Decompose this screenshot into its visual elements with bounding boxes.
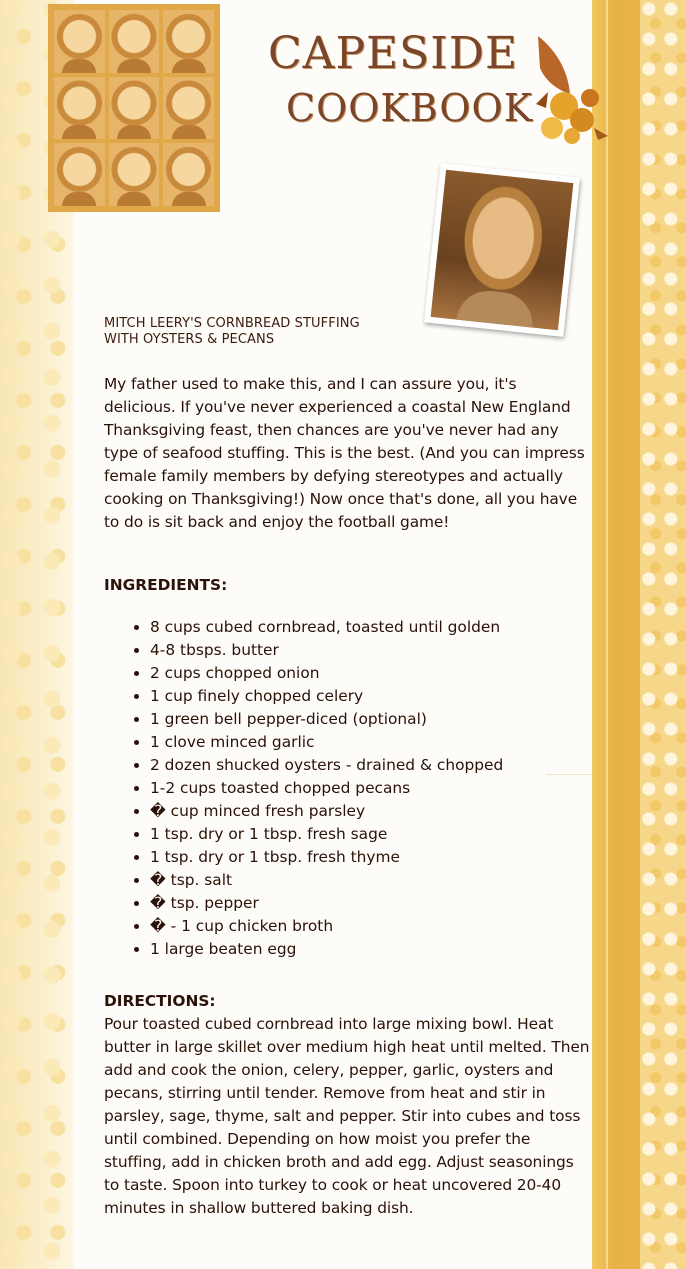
mitch-portrait-photo <box>424 163 580 337</box>
capeside-cookbook-logo <box>268 28 598 148</box>
logo-line-2: COOKBOOK <box>286 86 534 130</box>
list-item: • 1 cup finely chopped celery <box>150 685 636 708</box>
recipe-title <box>104 316 424 348</box>
list-item: • 8 cups cubed cornbread, toasted until golden <box>150 616 636 639</box>
list-item: • 2 cups chopped onion <box>150 662 636 685</box>
cast-photo-grid <box>48 4 220 212</box>
cast-photo <box>54 10 105 73</box>
recipe-title-line-1: MITCH LEERY'S CORNBREAD STUFFING <box>104 316 360 331</box>
cast-photo <box>163 77 214 140</box>
list-item: • 1 clove minced garlic <box>150 731 636 754</box>
logo-line-1: CAPESIDE <box>268 28 519 79</box>
list-item: • 1-2 cups toasted chopped pecans <box>150 777 636 800</box>
recipe-directions: Pour toasted cubed cornbread into large mixing bowl. Heat butter in large skillet over medium high heat until melted. Then add and cook the onion, celery, pepper, garlic, oysters and pecans, stirring until tender. Remove from heat and stir in parsley, sage, thyme, salt and pepper. Stir into cubes and toss until combined. Depending on how moist you prefer the stuffing, add in chicken broth and add egg. Adjust seasonings to taste. Spoon into turkey to cook or heat uncovered 20-40 minutes in shallow buttered baking dish. <box>104 1015 590 1217</box>
ingredients-list <box>104 616 636 961</box>
list-item: • 2 dozen shucked oysters - drained & chopped <box>150 754 636 777</box>
list-item: • 1 large beaten egg <box>150 938 636 961</box>
list-item: • � tsp. salt <box>150 869 636 892</box>
list-item: • � - 1 cup chicken broth <box>150 915 636 938</box>
directions-heading: DIRECTIONS: <box>104 992 216 1010</box>
list-item: • � tsp. pepper <box>150 892 636 915</box>
list-item: • 1 green bell pepper-diced (optional) <box>150 708 636 731</box>
cast-photo <box>109 143 160 206</box>
cast-photo <box>54 143 105 206</box>
ingredients-heading: INGREDIENTS: <box>104 576 228 594</box>
list-item: • 1 tsp. dry or 1 tbsp. fresh thyme <box>150 846 636 869</box>
cast-photo <box>109 77 160 140</box>
recipe-intro: My father used to make this, and I can assure you, it's delicious. If you've never experienced a coastal New England Thanksgiving feast, then chances are you've never had any type of seafood stuffing. This is the best. (And you can impress female family members by defying stereotypes and actually cooking on Thanksgiving!) Now once that's done, all you have to do is sit back and enjoy the football game! <box>104 375 585 531</box>
cast-photo <box>163 10 214 73</box>
cornucopia-icon <box>518 32 610 148</box>
list-item: • � cup minced fresh parsley <box>150 800 636 823</box>
right-decorative-border <box>640 0 686 1269</box>
divider <box>546 774 592 775</box>
cast-photo <box>54 77 105 140</box>
recipe-title-line-2: WITH OYSTERS & PECANS <box>104 332 275 347</box>
list-item: • 1 tsp. dry or 1 tbsp. fresh sage <box>150 823 636 846</box>
list-item: • 4-8 tbsps. butter <box>150 639 636 662</box>
cast-photo <box>109 10 160 73</box>
cast-photo <box>163 143 214 206</box>
